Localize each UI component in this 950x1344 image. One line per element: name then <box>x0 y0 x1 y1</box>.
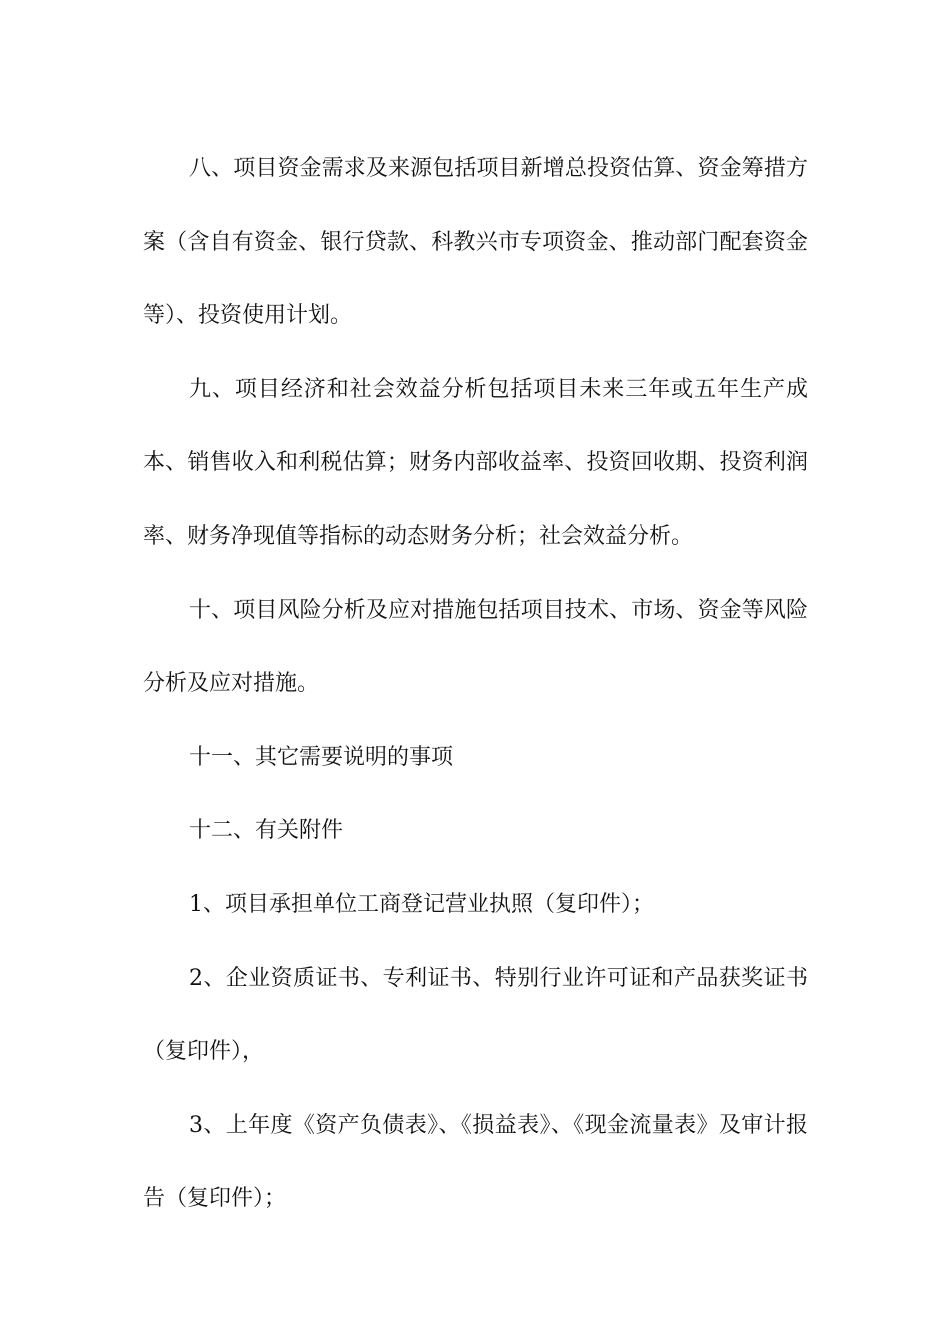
attachment-item-3: 3、上年度《资产负债表》、《损益表》、《现金流量表》及审计报告（复印件）； <box>143 1112 808 1212</box>
attachment-item-1: 1、项目承担单位工商登记营业执照（复印件）； <box>189 891 654 917</box>
paragraph-funding: 八、项目资金需求及来源包括项目新增总投资估算、资金筹措方案（含自有资金、银行贷款、科教兴市专项资金、推动部门配套资金等）、投资使用计划。 <box>143 156 808 329</box>
attachment-item-2: 2、企业资质证书、专利证书、特别行业许可证和产品获奖证书（复印件）， <box>143 965 808 1065</box>
paragraph-benefit-analysis: 九、项目经济和社会效益分析包括项目未来三年或五年生产成本、销售收入和利税估算；财务内部收益率、投资回收期、投资利润率、财务净现值等指标的动态财务分析；社会效益分析。 <box>143 376 808 549</box>
paragraph-risk-analysis: 十、项目风险分析及应对措施包括项目技术、市场、资金等风险分析及应对措施。 <box>143 597 808 697</box>
paragraph-other-matters: 十一、其它需要说明的事项 <box>189 744 454 770</box>
document-body <box>143 132 808 1236</box>
paragraph-attachments-heading: 十二、有关附件 <box>189 818 344 844</box>
